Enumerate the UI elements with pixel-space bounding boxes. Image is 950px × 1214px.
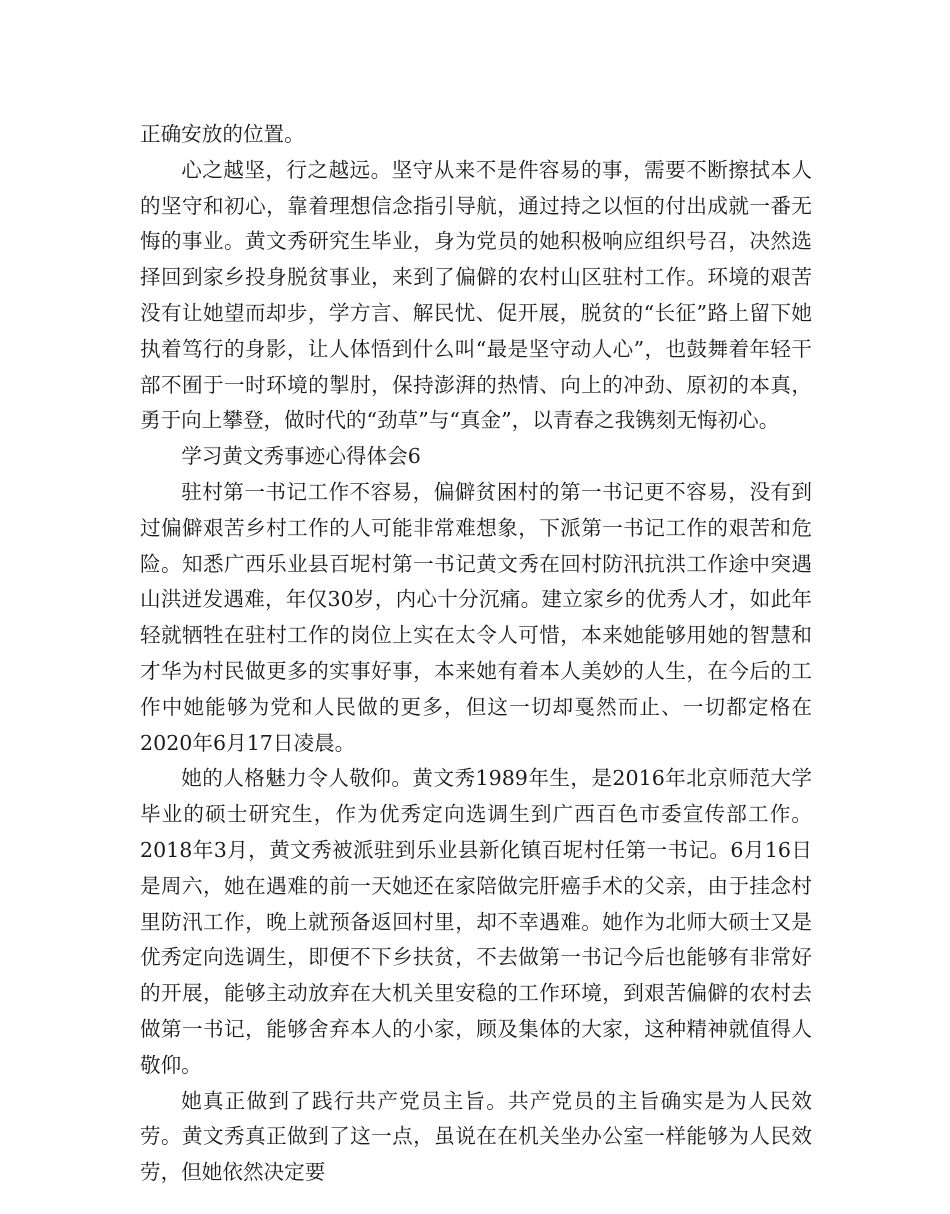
document-body — [140, 117, 812, 1191]
paragraph-first-secretary: 驻村第一书记工作不容易，偏僻贫困村的第一书记更不容易，没有到过偏僻艰苦乡村工作的人可能非常难想象，下派第一书记工作的艰苦和危险。知悉广西乐业县百坭村第一书记黄文秀在回村防汛抗洪工作途中突遇山洪迸发遇难，年仅30岁，内心十分沉痛。建立家乡的优秀人才，如此年轻就牺牲在驻村工作的岗位上实在太令人可惜，本来她能够用她的智慧和才华为村民做更多的实事好事，本来她有着本人美妙的人生，在今后的工作中她能够为党和人民做的更多，但这一切却戛然而止、一切都定格在2020年6月17日凌晨。 — [140, 479, 812, 755]
paragraph-perseverance: 心之越坚，行之越远。坚守从来不是件容易的事，需要不断擦拭本人的坚守和初心，靠着理想信念指引导航，通过持之以恒的付出成就一番无悔的事业。黄文秀研究生毕业，身为党员的她积极响应组织号召，决然选择回到家乡投身脱贫事业，来到了偏僻的农村山区驻村工作。环境的艰苦没有让她望而却步，学方言、解民忧、促开展，脱贫的“长征”路上留下她执着笃行的身影，让人体悟到什么叫“最是坚守动人心”，也鼓舞着年轻干部不囿于一时环境的掣肘，保持澎湃的热情、向上的冲劲、原初的本真，勇于向上攀登，做时代的“劲草”与“真金”，以青春之我镌刻无悔初心。 — [140, 157, 812, 433]
paragraph-continuation: 正确安放的位置。 — [140, 122, 305, 146]
section-heading: 学习黄文秀事迹心得体会6 — [181, 444, 421, 469]
paragraph-party-purpose: 她真正做到了践行共产党员主旨。共产党员的主旨确实是为人民效劳。黄文秀真正做到了这一点，虽说在在机关坐办公室一样能够为人民效劳，但她依然决定要 — [140, 1088, 812, 1185]
paragraph-personality: 她的人格魅力令人敬仰。黄文秀1989年生，是2016年北京师范大学毕业的硕士研究生，作为优秀定向选调生到广西百色市委宣传部工作。2018年3月，黄文秀被派驻到乐业县新化镇百坭村任第一书记。6月16日是周六，她在遇难的前一天她还在家陪做完肝癌手术的父亲，由于挂念村里防汛工作，晚上就预备返回村里，却不幸遇难。她作为北师大硕士又是优秀定向选调生，即便不下乡扶贫，不去做第一书记今后也能够有非常好的开展，能够主动放弃在大机关里安稳的工作环境，到艰苦偏僻的农村去做第一书记，能够舍弃本人的小家，顾及集体的大家，这种精神就值得人敬仰。 — [140, 766, 812, 1077]
